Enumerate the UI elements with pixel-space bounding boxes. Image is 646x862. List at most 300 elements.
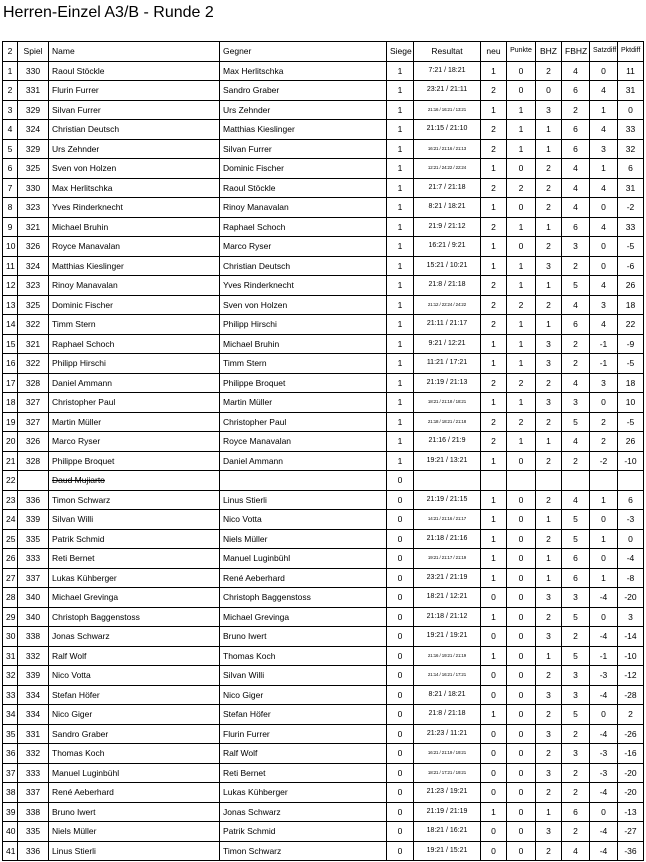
cell-game: 322 (18, 354, 49, 374)
cell-points: 0 (507, 627, 536, 647)
cell-result: 16:21 / 9:21 (414, 237, 481, 257)
cell-set-diff: -4 (590, 841, 618, 861)
cell-wins: 1 (387, 276, 414, 296)
cell-point-diff: -5 (618, 237, 644, 257)
cell-fbhz: 4 (562, 295, 590, 315)
cell-result: 21:16 / 16:21 / 13:21 (414, 100, 481, 120)
cell-point-diff: 10 (618, 393, 644, 413)
cell-game: 321 (18, 217, 49, 237)
cell-result: 21:8 / 21:18 (414, 705, 481, 725)
cell-new: 0 (481, 724, 507, 744)
cell-point-diff: -27 (618, 822, 644, 842)
cell-result: 21:18 / 21:12 (414, 607, 481, 627)
cell-result: 16:21 / 21:16 / 21:13 (414, 139, 481, 159)
cell-point-diff: -5 (618, 354, 644, 374)
cell-wins: 0 (387, 744, 414, 764)
cell-fbhz: 5 (562, 705, 590, 725)
cell-name: René Aeberhard (49, 783, 220, 803)
cell-name: Dominic Fischer (49, 295, 220, 315)
cell-name: Michael Grevinga (49, 588, 220, 608)
cell-opponent: Martin Müller (220, 393, 387, 413)
cell-set-diff: -4 (590, 822, 618, 842)
cell-opponent: Michael Grevinga (220, 607, 387, 627)
cell-new: 2 (481, 432, 507, 452)
cell-wins: 1 (387, 295, 414, 315)
table-row (3, 549, 644, 569)
cell-game: 331 (18, 724, 49, 744)
cell-fbhz: 5 (562, 529, 590, 549)
table-row (3, 334, 644, 354)
cell-result: 21:14 / 16:21 / 17:21 (414, 666, 481, 686)
cell-bhz: 3 (536, 588, 562, 608)
table-row (3, 471, 644, 491)
cell-new: 2 (481, 217, 507, 237)
cell-wins: 1 (387, 81, 414, 101)
cell-fbhz: 5 (562, 276, 590, 296)
cell-new: 1 (481, 354, 507, 374)
cell-wins: 0 (387, 724, 414, 744)
cell-points: 1 (507, 432, 536, 452)
cell-name: Urs Zehnder (49, 139, 220, 159)
cell-bhz: 3 (536, 354, 562, 374)
cell-opponent: Bruno Iwert (220, 627, 387, 647)
cell-rank: 4 (3, 120, 18, 140)
cell-new: 0 (481, 763, 507, 783)
cell-game: 332 (18, 744, 49, 764)
table-row (3, 490, 644, 510)
cell-point-diff: 3 (618, 607, 644, 627)
cell-set-diff: 0 (590, 705, 618, 725)
cell-rank: 8 (3, 198, 18, 218)
cell-name: Philipp Hirschi (49, 354, 220, 374)
table-row (3, 178, 644, 198)
cell-game: 328 (18, 451, 49, 471)
cell-fbhz: 3 (562, 744, 590, 764)
cell-fbhz: 3 (562, 237, 590, 257)
cell-new: 2 (481, 412, 507, 432)
cell-wins: 0 (387, 471, 414, 491)
cell-result: 8:21 / 18:21 (414, 685, 481, 705)
cell-new: 1 (481, 510, 507, 530)
cell-name: Christoph Baggenstoss (49, 607, 220, 627)
cell-fbhz: 3 (562, 666, 590, 686)
cell-opponent: René Aeberhard (220, 568, 387, 588)
table-header-row (3, 42, 644, 62)
cell-new: 1 (481, 646, 507, 666)
cell-rank: 36 (3, 744, 18, 764)
table-row (3, 276, 644, 296)
cell-result: 14:21 / 21:16 / 21:17 (414, 510, 481, 530)
cell-set-diff: 1 (590, 529, 618, 549)
cell-rank: 29 (3, 607, 18, 627)
cell-points: 0 (507, 159, 536, 179)
cell-bhz: 1 (536, 568, 562, 588)
cell-wins: 1 (387, 256, 414, 276)
table-row (3, 627, 644, 647)
cell-game: 335 (18, 822, 49, 842)
cell-wins: 1 (387, 237, 414, 257)
cell-rank: 17 (3, 373, 18, 393)
cell-name: Bruno Iwert (49, 802, 220, 822)
cell-name: Timm Stern (49, 315, 220, 335)
cell-result: 23:21 / 21:11 (414, 81, 481, 101)
cell-name: Philippe Broquet (49, 451, 220, 471)
cell-points: 0 (507, 783, 536, 803)
cell-fbhz: 6 (562, 139, 590, 159)
cell-bhz: 1 (536, 432, 562, 452)
cell-new: 1 (481, 393, 507, 413)
cell-set-diff: 2 (590, 432, 618, 452)
cell-new: 1 (481, 256, 507, 276)
cell-new: 1 (481, 705, 507, 725)
cell-new: 1 (481, 529, 507, 549)
cell-rank: 15 (3, 334, 18, 354)
cell-set-diff: -4 (590, 685, 618, 705)
cell-result: 7:21 / 18:21 (414, 61, 481, 81)
cell-game: 338 (18, 627, 49, 647)
cell-opponent: Christoph Baggenstoss (220, 588, 387, 608)
cell-opponent: Christian Deutsch (220, 256, 387, 276)
cell-name: Nico Giger (49, 705, 220, 725)
cell-fbhz: 6 (562, 549, 590, 569)
cell-wins: 0 (387, 627, 414, 647)
cell-points: 0 (507, 685, 536, 705)
cell-set-diff: -1 (590, 354, 618, 374)
cell-fbhz: 2 (562, 451, 590, 471)
cell-set-diff: 4 (590, 276, 618, 296)
cell-points: 1 (507, 315, 536, 335)
cell-fbhz: 4 (562, 432, 590, 452)
cell-game: 324 (18, 256, 49, 276)
table-row (3, 120, 644, 140)
cell-point-diff: -5 (618, 412, 644, 432)
cell-name: Ralf Wolf (49, 646, 220, 666)
cell-new: 0 (481, 588, 507, 608)
cell-wins: 1 (387, 159, 414, 179)
cell-name: Rinoy Manavalan (49, 276, 220, 296)
cell-set-diff: -3 (590, 744, 618, 764)
cell-opponent: Timm Stern (220, 354, 387, 374)
table-row (3, 588, 644, 608)
cell-point-diff: -14 (618, 627, 644, 647)
cell-game: 328 (18, 373, 49, 393)
cell-point-diff: -16 (618, 744, 644, 764)
cell-bhz: 1 (536, 510, 562, 530)
cell-name: Daniel Ammann (49, 373, 220, 393)
cell-new: 2 (481, 373, 507, 393)
cell-wins: 0 (387, 666, 414, 686)
cell-fbhz: 2 (562, 334, 590, 354)
cell-game: 333 (18, 763, 49, 783)
cell-new: 1 (481, 451, 507, 471)
table-row (3, 783, 644, 803)
cell-points: 0 (507, 763, 536, 783)
cell-wins: 0 (387, 802, 414, 822)
cell-new: 1 (481, 334, 507, 354)
cell-rank: 1 (3, 61, 18, 81)
cell-game: 330 (18, 178, 49, 198)
cell-fbhz: 4 (562, 159, 590, 179)
table-row (3, 666, 644, 686)
cell-wins: 0 (387, 841, 414, 861)
header-game: Spiel (18, 42, 49, 62)
cell-point-diff: 11 (618, 61, 644, 81)
cell-points: 0 (507, 490, 536, 510)
cell-game: 335 (18, 529, 49, 549)
cell-new (481, 471, 507, 491)
cell-bhz: 3 (536, 256, 562, 276)
cell-bhz: 2 (536, 490, 562, 510)
table-row (3, 412, 644, 432)
cell-bhz: 3 (536, 100, 562, 120)
cell-opponent: Rinoy Manavalan (220, 198, 387, 218)
cell-bhz: 2 (536, 159, 562, 179)
cell-opponent: Nico Votta (220, 510, 387, 530)
cell-game: 323 (18, 198, 49, 218)
header-fbhz: FBHZ (562, 42, 590, 62)
cell-points: 0 (507, 510, 536, 530)
cell-name: Matthias Kieslinger (49, 256, 220, 276)
cell-wins: 0 (387, 490, 414, 510)
cell-game: 331 (18, 81, 49, 101)
cell-point-diff: 22 (618, 315, 644, 335)
cell-name: Lukas Kühberger (49, 568, 220, 588)
cell-points: 0 (507, 841, 536, 861)
cell-result: 21:12 / 22:24 / 24:22 (414, 295, 481, 315)
cell-bhz: 3 (536, 724, 562, 744)
cell-rank: 41 (3, 841, 18, 861)
cell-wins: 1 (387, 139, 414, 159)
cell-rank: 9 (3, 217, 18, 237)
cell-wins: 0 (387, 705, 414, 725)
cell-opponent: Royce Manavalan (220, 432, 387, 452)
cell-rank: 7 (3, 178, 18, 198)
cell-new: 2 (481, 295, 507, 315)
cell-fbhz: 3 (562, 685, 590, 705)
cell-opponent: Yves Rinderknecht (220, 276, 387, 296)
cell-point-diff: -10 (618, 451, 644, 471)
cell-result: 18:21 / 17:21 / 19:21 (414, 763, 481, 783)
cell-result: 16:21 / 21:19 / 19:21 (414, 744, 481, 764)
cell-name: Stefan Höfer (49, 685, 220, 705)
cell-opponent: Jonas Schwarz (220, 802, 387, 822)
cell-game: 327 (18, 393, 49, 413)
table-row (3, 100, 644, 120)
header-result: Resultat (414, 42, 481, 62)
header-point-diff: Pktdiff (618, 42, 644, 62)
cell-points: 1 (507, 334, 536, 354)
cell-set-diff: 4 (590, 120, 618, 140)
cell-wins: 0 (387, 685, 414, 705)
cell-result: 21:19 / 21:19 (414, 802, 481, 822)
cell-point-diff: 26 (618, 276, 644, 296)
cell-name: Silvan Furrer (49, 100, 220, 120)
cell-game: 327 (18, 412, 49, 432)
cell-opponent: Christopher Paul (220, 412, 387, 432)
cell-name: Yves Rinderknecht (49, 198, 220, 218)
cell-rank: 30 (3, 627, 18, 647)
cell-points: 0 (507, 744, 536, 764)
cell-point-diff: 33 (618, 217, 644, 237)
cell-set-diff: -4 (590, 588, 618, 608)
cell-rank: 32 (3, 666, 18, 686)
cell-bhz: 3 (536, 393, 562, 413)
cell-result: 21:11 / 21:17 (414, 315, 481, 335)
cell-wins: 1 (387, 451, 414, 471)
header-rank: 2 (3, 42, 18, 62)
cell-game (18, 471, 49, 491)
cell-fbhz: 5 (562, 412, 590, 432)
cell-set-diff: -3 (590, 763, 618, 783)
cell-name: Michael Bruhin (49, 217, 220, 237)
cell-rank: 19 (3, 412, 18, 432)
cell-wins: 1 (387, 120, 414, 140)
cell-wins: 1 (387, 315, 414, 335)
cell-wins: 1 (387, 373, 414, 393)
cell-rank: 22 (3, 471, 18, 491)
cell-result: 18:21 / 12:21 (414, 588, 481, 608)
cell-rank: 12 (3, 276, 18, 296)
cell-bhz: 1 (536, 120, 562, 140)
cell-wins: 1 (387, 412, 414, 432)
cell-wins: 0 (387, 588, 414, 608)
cell-opponent: Max Herlitschka (220, 61, 387, 81)
cell-bhz: 3 (536, 763, 562, 783)
cell-bhz: 2 (536, 178, 562, 198)
cell-new: 0 (481, 841, 507, 861)
cell-result: 21:23 / 11:21 (414, 724, 481, 744)
cell-name: Sven von Holzen (49, 159, 220, 179)
cell-wins: 0 (387, 549, 414, 569)
cell-game: 336 (18, 490, 49, 510)
cell-fbhz: 2 (562, 783, 590, 803)
cell-rank: 37 (3, 763, 18, 783)
cell-game: 334 (18, 705, 49, 725)
cell-game: 326 (18, 432, 49, 452)
cell-opponent: Timon Schwarz (220, 841, 387, 861)
cell-point-diff: 33 (618, 120, 644, 140)
cell-rank: 3 (3, 100, 18, 120)
cell-opponent: Thomas Koch (220, 646, 387, 666)
cell-new: 1 (481, 549, 507, 569)
cell-wins: 0 (387, 510, 414, 530)
cell-game: 334 (18, 685, 49, 705)
cell-name: Timon Schwarz (49, 490, 220, 510)
cell-opponent: Michael Bruhin (220, 334, 387, 354)
cell-set-diff: 0 (590, 61, 618, 81)
cell-points: 0 (507, 198, 536, 218)
cell-fbhz: 6 (562, 802, 590, 822)
cell-game: 330 (18, 61, 49, 81)
table-row (3, 432, 644, 452)
cell-fbhz (562, 471, 590, 491)
cell-bhz: 2 (536, 666, 562, 686)
table-row (3, 139, 644, 159)
cell-point-diff: -6 (618, 256, 644, 276)
cell-result: 21:8 / 21:18 (414, 276, 481, 296)
cell-game: 337 (18, 783, 49, 803)
cell-fbhz: 2 (562, 354, 590, 374)
cell-fbhz: 6 (562, 217, 590, 237)
cell-fbhz: 3 (562, 588, 590, 608)
cell-result: 21:16 / 21:9 (414, 432, 481, 452)
cell-game: 324 (18, 120, 49, 140)
cell-opponent: Stefan Höfer (220, 705, 387, 725)
header-bhz: BHZ (536, 42, 562, 62)
results-table (2, 41, 644, 861)
cell-set-diff: 3 (590, 139, 618, 159)
cell-set-diff: 1 (590, 568, 618, 588)
cell-opponent: Raphael Schoch (220, 217, 387, 237)
cell-new: 1 (481, 490, 507, 510)
table-row (3, 451, 644, 471)
cell-opponent: Marco Ryser (220, 237, 387, 257)
cell-new: 2 (481, 315, 507, 335)
cell-opponent: Silvan Willi (220, 666, 387, 686)
cell-new: 1 (481, 802, 507, 822)
cell-result: 21:19 / 21:15 (414, 490, 481, 510)
cell-wins: 1 (387, 393, 414, 413)
cell-opponent (220, 471, 387, 491)
cell-set-diff: 0 (590, 256, 618, 276)
table-row (3, 529, 644, 549)
cell-rank: 14 (3, 315, 18, 335)
cell-points: 0 (507, 705, 536, 725)
cell-point-diff: -8 (618, 568, 644, 588)
cell-fbhz: 5 (562, 607, 590, 627)
cell-new: 0 (481, 627, 507, 647)
cell-fbhz: 4 (562, 61, 590, 81)
cell-name: Manuel Luginbühl (49, 763, 220, 783)
cell-set-diff: 0 (590, 549, 618, 569)
cell-result: 15:21 / 10:21 (414, 256, 481, 276)
cell-opponent: Manuel Luginbühl (220, 549, 387, 569)
cell-point-diff: 31 (618, 81, 644, 101)
table-row (3, 705, 644, 725)
cell-wins: 1 (387, 198, 414, 218)
cell-wins: 0 (387, 783, 414, 803)
cell-opponent: Sven von Holzen (220, 295, 387, 315)
cell-game: 321 (18, 334, 49, 354)
cell-wins: 1 (387, 354, 414, 374)
cell-result: 9:21 / 12:21 (414, 334, 481, 354)
cell-point-diff: -10 (618, 646, 644, 666)
table-row (3, 802, 644, 822)
cell-game: 322 (18, 315, 49, 335)
cell-wins: 1 (387, 432, 414, 452)
cell-result (414, 471, 481, 491)
cell-wins: 0 (387, 822, 414, 842)
cell-rank: 20 (3, 432, 18, 452)
cell-set-diff: 0 (590, 237, 618, 257)
cell-name: Royce Manavalan (49, 237, 220, 257)
cell-new: 1 (481, 198, 507, 218)
cell-set-diff: -3 (590, 666, 618, 686)
cell-point-diff: -20 (618, 763, 644, 783)
cell-new: 0 (481, 783, 507, 803)
page-title: Herren-Einzel A3/B - Runde 2 (3, 4, 214, 21)
cell-opponent: Silvan Furrer (220, 139, 387, 159)
cell-wins: 1 (387, 334, 414, 354)
header-name: Name (49, 42, 220, 62)
cell-game: 337 (18, 568, 49, 588)
cell-points: 0 (507, 81, 536, 101)
cell-bhz (536, 471, 562, 491)
table-row (3, 217, 644, 237)
cell-points: 1 (507, 393, 536, 413)
cell-points: 0 (507, 822, 536, 842)
cell-wins: 1 (387, 61, 414, 81)
